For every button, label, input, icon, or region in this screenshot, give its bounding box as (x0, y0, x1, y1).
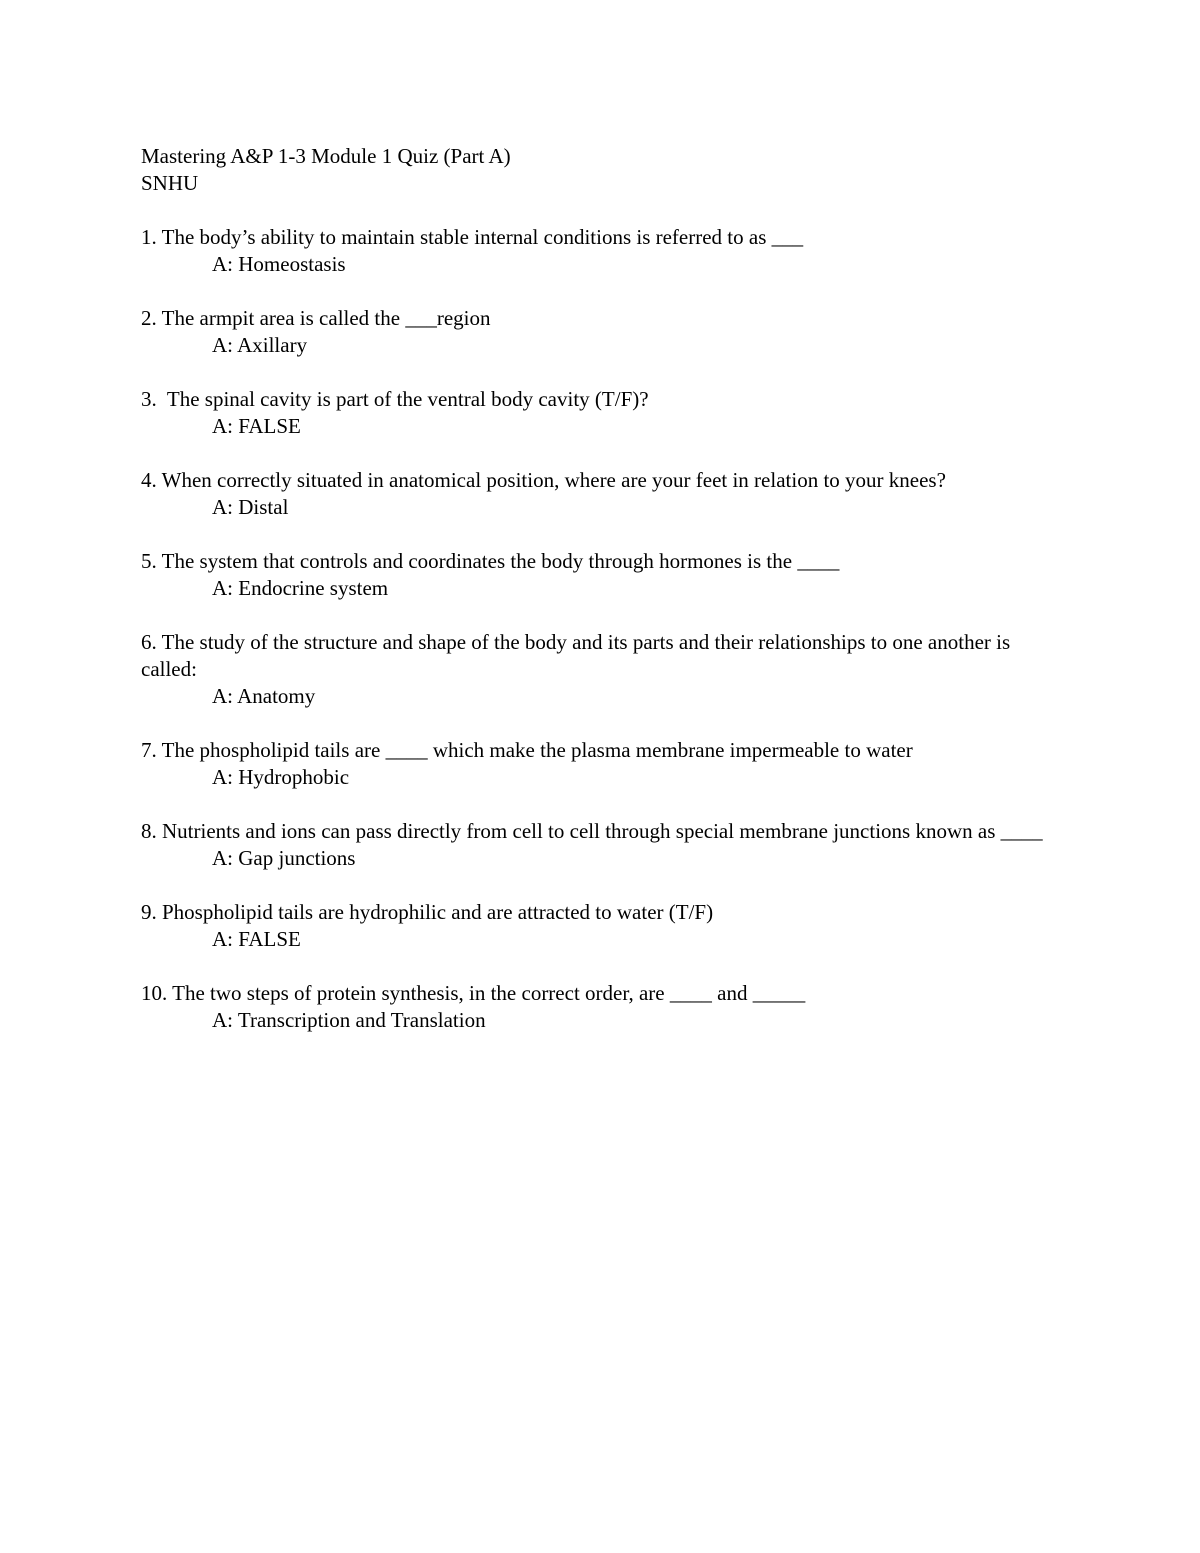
question-text: 3. The spinal cavity is part of the ventral body cavity (T/F)? (141, 387, 649, 411)
answer-text: A: FALSE (212, 927, 301, 951)
answer-text: A: FALSE (212, 414, 301, 438)
answer-text: A: Endocrine system (212, 576, 389, 600)
question-text: 6. The study of the structure and shape of the body and its parts and their relationships to one another is called: (141, 630, 1011, 681)
question-item (141, 899, 1061, 953)
question-item (141, 386, 1061, 440)
document-title: Mastering A&P 1-3 Module 1 Quiz (Part A) (141, 144, 511, 168)
answer-text: A: Transcription and Translation (212, 1008, 486, 1032)
answer-text: A: Axillary (212, 333, 308, 357)
answer-text: A: Distal (212, 495, 289, 519)
answer-text: A: Hydrophobic (212, 765, 350, 789)
question-text: 7. The phospholipid tails are ____ which make the plasma membrane impermeable to water (141, 738, 913, 762)
answer-text: A: Homeostasis (212, 252, 346, 276)
question-item (141, 305, 1061, 359)
question-text: 2. The armpit area is called the ___region (141, 306, 491, 330)
question-text: 9. Phospholipid tails are hydrophilic and are attracted to water (T/F) (141, 900, 714, 924)
question-text: 5. The system that controls and coordinates the body through hormones is the ____ (141, 549, 840, 573)
institution-name: SNHU (141, 171, 199, 195)
question-item (141, 980, 1061, 1034)
question-text: 8. Nutrients and ions can pass directly from cell to cell through special membrane junctions known as ____ (141, 819, 1043, 843)
question-item (141, 737, 1061, 791)
answer-text: A: Gap junctions (212, 846, 356, 870)
question-item (141, 629, 1061, 710)
question-item (141, 548, 1061, 602)
question-text: 4. When correctly situated in anatomical position, where are your feet in relation to your knees? (141, 468, 946, 492)
question-item (141, 818, 1061, 872)
question-text: 10. The two steps of protein synthesis, in the correct order, are ____ and _____ (141, 981, 806, 1005)
question-item (141, 224, 1061, 278)
question-text: 1. The body’s ability to maintain stable internal conditions is referred to as ___ (141, 225, 804, 249)
document-page (141, 143, 1061, 1034)
answer-text: A: Anatomy (212, 684, 316, 708)
question-item (141, 467, 1061, 521)
